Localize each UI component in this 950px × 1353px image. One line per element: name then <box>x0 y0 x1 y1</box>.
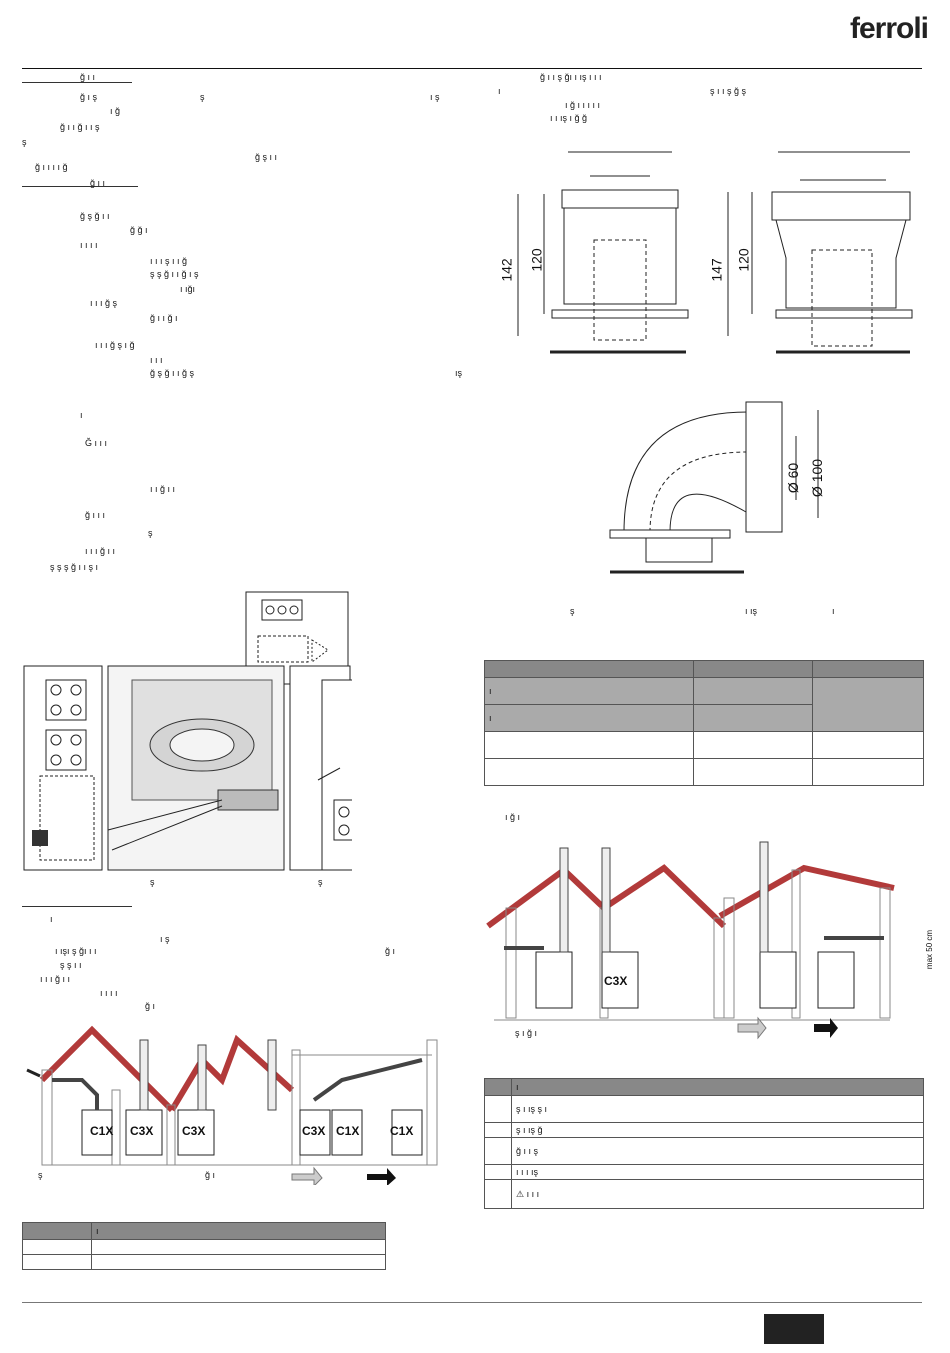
footer-rule <box>22 1302 922 1303</box>
flue-configurations-right <box>484 828 924 1043</box>
dim-d100: Ø 100 <box>809 458 826 498</box>
dim-147: 147 <box>708 258 725 282</box>
label-c3x-3: C3X <box>302 1124 326 1138</box>
flue-configurations-left <box>22 1010 462 1185</box>
table-right-1: ı ı <box>484 660 924 786</box>
dim-120b: 120 <box>735 248 752 272</box>
table-right-2: ı ş ı ış ş ı ş ı ış ğ ğ ı ı ş ı ı ı ış ⚠ ı ı ı <box>484 1078 924 1209</box>
page-number-box <box>764 1314 824 1344</box>
elbow-drawing <box>600 396 840 582</box>
table-left: ı <box>22 1222 386 1270</box>
brand-logo: ferroli <box>849 12 928 45</box>
dim-120a: 120 <box>528 248 545 272</box>
header-rule <box>22 68 922 69</box>
label-c3x-right: C3X <box>604 974 628 988</box>
wiring-figure <box>22 590 352 880</box>
label-c1x-1: C1X <box>90 1124 114 1138</box>
dim-d60: Ø 60 <box>785 462 802 494</box>
label-c1x-2: C1X <box>336 1124 360 1138</box>
label-c3x-1: C3X <box>130 1124 154 1138</box>
label-c3x-2: C3X <box>182 1124 206 1138</box>
dim-142: 142 <box>498 258 515 282</box>
fittings-drawing <box>490 140 930 370</box>
label-c1x-3: C1X <box>390 1124 414 1138</box>
label-max50: max 50 cm <box>925 929 935 970</box>
